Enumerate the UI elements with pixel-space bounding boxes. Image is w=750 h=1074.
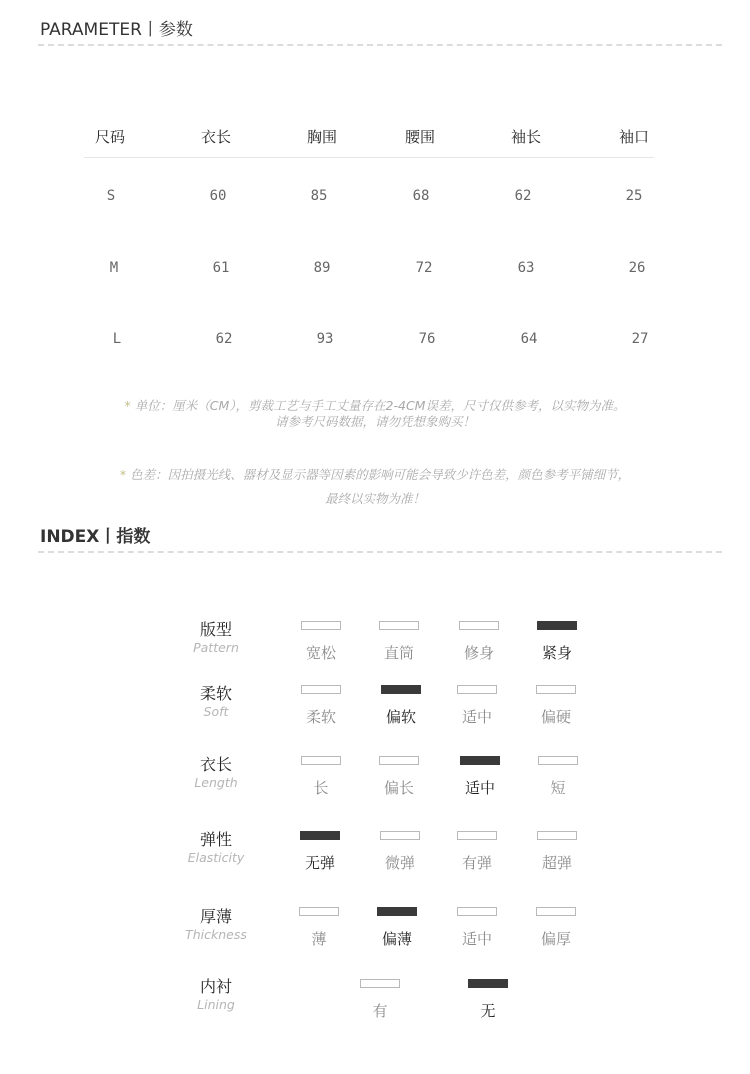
index-label-thickness xyxy=(176,907,256,943)
index-option xyxy=(447,907,507,949)
index-label-cn: 内衬 xyxy=(199,977,232,996)
note-text: 请参考尺码数据，请勿凭想象购买！ xyxy=(274,414,475,429)
index-option-label: 偏厚 xyxy=(540,930,571,948)
table-cell: 25 xyxy=(625,188,643,204)
index-bar xyxy=(380,831,420,840)
index-bar-selected xyxy=(537,621,577,630)
index-option xyxy=(527,831,587,873)
table-cell: 27 xyxy=(631,331,649,347)
index-option xyxy=(526,685,586,727)
index-label-cn: 衣长 xyxy=(199,755,232,774)
index-option xyxy=(369,756,429,798)
index-bar xyxy=(301,621,341,630)
index-option xyxy=(369,621,429,663)
index-divider xyxy=(38,551,722,553)
index-option-label: 超弹 xyxy=(541,854,572,872)
header-chest: 胸围 xyxy=(306,128,338,146)
table-cell: 60 xyxy=(209,188,227,204)
table-cell: 68 xyxy=(412,188,430,204)
header-sleeve: 袖长 xyxy=(510,128,542,146)
index-label-en: Soft xyxy=(203,704,229,719)
table-header-rule xyxy=(84,157,654,158)
index-option-label: 修身 xyxy=(463,644,494,662)
index-label-length xyxy=(176,755,256,791)
note-star: * xyxy=(119,467,127,482)
index-bar-selected xyxy=(460,756,500,765)
index-label-en: Elasticity xyxy=(187,850,245,865)
index-option xyxy=(289,907,349,949)
index-option-label: 紧身 xyxy=(541,644,572,662)
index-bar-selected xyxy=(377,907,417,916)
index-label-cn: 柔软 xyxy=(199,684,232,703)
index-option-label: 直筒 xyxy=(383,644,414,662)
index-bar xyxy=(360,979,400,988)
index-option xyxy=(527,621,587,663)
table-cell: 85 xyxy=(310,188,328,204)
index-label-cn: 弹性 xyxy=(199,830,232,849)
table-cell: 64 xyxy=(520,331,538,347)
index-title: INDEX丨指数 xyxy=(40,527,151,547)
index-option-label: 适中 xyxy=(464,779,495,797)
header-length: 衣长 xyxy=(200,128,232,146)
index-option-label: 偏长 xyxy=(383,779,414,797)
index-option-label: 适中 xyxy=(461,708,492,726)
index-option-label: 无弹 xyxy=(304,854,335,872)
unit-note xyxy=(75,398,675,430)
index-option xyxy=(367,907,427,949)
table-cell: 61 xyxy=(212,260,230,276)
index-label-en: Lining xyxy=(197,997,235,1012)
index-option xyxy=(371,685,431,727)
index-option-label: 短 xyxy=(550,779,566,797)
index-option xyxy=(291,756,351,798)
table-cell: L xyxy=(112,331,122,347)
index-option xyxy=(450,756,510,798)
index-option-label: 有 xyxy=(372,1002,388,1020)
index-option xyxy=(447,685,507,727)
index-option-label: 偏软 xyxy=(385,708,416,726)
color-note xyxy=(75,463,675,511)
note-text: 最终以实物为准！ xyxy=(324,491,425,506)
index-bar xyxy=(301,685,341,694)
index-bar xyxy=(537,831,577,840)
index-bar xyxy=(299,907,339,916)
table-cell: 72 xyxy=(415,260,433,276)
index-bar xyxy=(536,907,576,916)
table-cell: 63 xyxy=(517,260,535,276)
table-cell: 89 xyxy=(313,260,331,276)
note-star: * xyxy=(124,398,131,413)
table-cell: 76 xyxy=(418,331,436,347)
index-bar xyxy=(538,756,578,765)
index-bar xyxy=(457,685,497,694)
index-option-label: 偏薄 xyxy=(381,930,412,948)
index-option-label: 柔软 xyxy=(305,708,336,726)
index-label-elasticity xyxy=(176,830,256,866)
parameter-divider xyxy=(38,44,722,46)
table-cell: 62 xyxy=(514,188,532,204)
index-bar xyxy=(379,621,419,630)
index-bar-selected xyxy=(381,685,421,694)
index-option xyxy=(290,831,350,873)
table-cell: M xyxy=(109,260,119,276)
index-label-en: Thickness xyxy=(185,927,247,942)
index-bar xyxy=(379,756,419,765)
index-bar xyxy=(457,907,497,916)
index-bar-selected xyxy=(300,831,340,840)
index-option-label: 偏硬 xyxy=(540,708,571,726)
note-text: 单位：厘米（CM），剪裁工艺与手工丈量存在2-4CM误差，尺寸仅供参考，以实物为准。 xyxy=(134,398,626,413)
index-option-label: 微弹 xyxy=(384,854,415,872)
index-option-label: 无 xyxy=(480,1002,496,1020)
table-cell: 26 xyxy=(628,260,646,276)
index-label-cn: 版型 xyxy=(199,620,232,639)
index-option xyxy=(447,831,507,873)
index-option xyxy=(528,756,588,798)
index-label-en: Pattern xyxy=(193,640,239,655)
index-option xyxy=(449,621,509,663)
index-label-cn: 厚薄 xyxy=(199,907,232,926)
parameter-title: PARAMETER丨参数 xyxy=(40,20,193,40)
header-size: 尺码 xyxy=(94,128,126,146)
index-option xyxy=(370,831,430,873)
index-bar xyxy=(301,756,341,765)
header-waist: 腰围 xyxy=(404,128,436,146)
index-option-label: 有弹 xyxy=(461,854,492,872)
table-cell: 93 xyxy=(316,331,334,347)
index-label-pattern xyxy=(176,620,256,656)
index-option xyxy=(458,979,518,1021)
index-option-label: 长 xyxy=(313,779,329,797)
index-option xyxy=(291,621,351,663)
index-label-soft xyxy=(176,684,256,720)
header-cuff: 袖口 xyxy=(618,128,650,146)
index-bar xyxy=(536,685,576,694)
index-bar xyxy=(459,621,499,630)
index-bar xyxy=(457,831,497,840)
index-option xyxy=(291,685,351,727)
index-option xyxy=(526,907,586,949)
table-cell: S xyxy=(106,188,116,204)
index-label-lining xyxy=(176,977,256,1013)
index-label-en: Length xyxy=(194,775,238,790)
index-option xyxy=(350,979,410,1021)
index-option-label: 薄 xyxy=(311,930,327,948)
index-option-label: 适中 xyxy=(461,930,492,948)
note-text: 色差：因拍摄光线、器材及显示器等因素的影响可能会导致少许色差，颜色参考平铺细节， xyxy=(130,467,631,482)
index-option-label: 宽松 xyxy=(305,644,336,662)
index-bar-selected xyxy=(468,979,508,988)
table-cell: 62 xyxy=(215,331,233,347)
